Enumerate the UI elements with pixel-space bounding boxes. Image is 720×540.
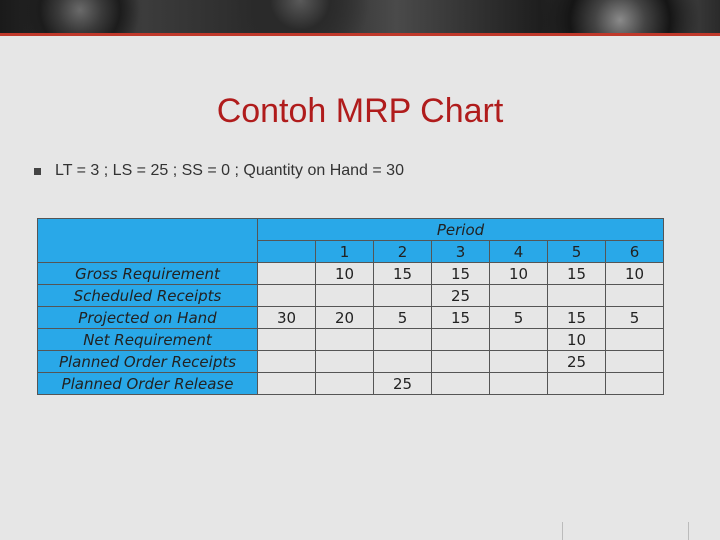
table-cell: 15	[432, 263, 490, 285]
initial-cell	[258, 263, 316, 285]
row-label: Projected on Hand	[38, 307, 258, 329]
parameters-bullet	[34, 162, 404, 180]
table-cell: 15	[432, 307, 490, 329]
parameters-text: LT = 3 ; LS = 25 ; SS = 0 ; Quantity on Hand = 30	[55, 162, 404, 179]
table-row-scheduled-receipts	[38, 285, 664, 307]
table-cell	[432, 351, 490, 373]
table-cell	[316, 373, 374, 395]
period-number: 2	[374, 241, 432, 263]
initial-cell	[258, 285, 316, 307]
table-cell	[606, 373, 664, 395]
table-cell	[316, 285, 374, 307]
square-bullet-icon	[34, 168, 41, 175]
period-number: 6	[606, 241, 664, 263]
table-cell	[432, 373, 490, 395]
table-cell	[548, 285, 606, 307]
table-header-row	[38, 219, 664, 241]
table-cell: 25	[374, 373, 432, 395]
footer-divider	[688, 522, 689, 540]
table-cell	[490, 373, 548, 395]
period-header: Period	[258, 219, 664, 241]
table-cell: 15	[548, 263, 606, 285]
table-row-projected-on-hand	[38, 307, 664, 329]
table-cell: 10	[490, 263, 548, 285]
period-number: 1	[316, 241, 374, 263]
initial-header-cell	[258, 241, 316, 263]
table-cell: 15	[548, 307, 606, 329]
period-number: 5	[548, 241, 606, 263]
table-cell	[606, 351, 664, 373]
header-corner-cell	[38, 219, 258, 263]
row-label: Scheduled Receipts	[38, 285, 258, 307]
table-cell: 10	[548, 329, 606, 351]
table-cell	[432, 329, 490, 351]
header-banner-image	[0, 0, 720, 33]
table-cell: 10	[316, 263, 374, 285]
period-number: 4	[490, 241, 548, 263]
table-row-gross-requirement	[38, 263, 664, 285]
table-cell: 20	[316, 307, 374, 329]
table-cell	[548, 373, 606, 395]
table-cell	[374, 285, 432, 307]
table-cell	[374, 351, 432, 373]
table-row-planned-order-release	[38, 373, 664, 395]
initial-cell	[258, 373, 316, 395]
table-cell	[490, 329, 548, 351]
table-cell: 10	[606, 263, 664, 285]
period-number: 3	[432, 241, 490, 263]
table-cell: 5	[606, 307, 664, 329]
table-cell: 15	[374, 263, 432, 285]
table-cell	[316, 329, 374, 351]
table-cell	[490, 285, 548, 307]
initial-cell	[258, 351, 316, 373]
initial-cell: 30	[258, 307, 316, 329]
table-cell	[606, 285, 664, 307]
mrp-table	[37, 218, 664, 395]
row-label: Gross Requirement	[38, 263, 258, 285]
table-cell	[316, 351, 374, 373]
footer-divider	[562, 522, 563, 540]
table-cell: 5	[374, 307, 432, 329]
table-cell	[374, 329, 432, 351]
table-cell: 5	[490, 307, 548, 329]
initial-cell	[258, 329, 316, 351]
table-row-planned-order-receipts	[38, 351, 664, 373]
table-cell: 25	[548, 351, 606, 373]
slide-title: Contoh MRP Chart	[216, 92, 504, 130]
table-cell	[606, 329, 664, 351]
row-label: Net Requirement	[38, 329, 258, 351]
header-accent-line	[0, 33, 720, 36]
row-label: Planned Order Receipts	[38, 351, 258, 373]
table-row-net-requirement	[38, 329, 664, 351]
footer-decoration	[0, 520, 720, 540]
table-cell: 25	[432, 285, 490, 307]
row-label: Planned Order Release	[38, 373, 258, 395]
table-cell	[490, 351, 548, 373]
